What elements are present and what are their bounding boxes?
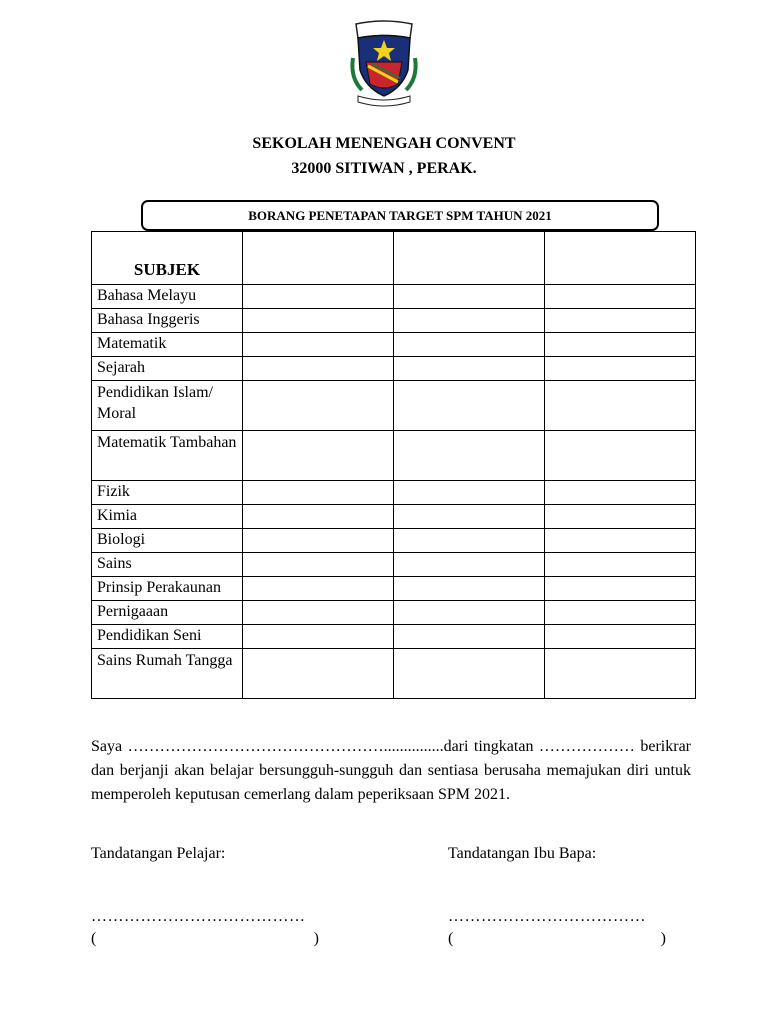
subject-name: Fizik bbox=[92, 481, 243, 505]
target-cell[interactable] bbox=[243, 333, 394, 357]
subject-header: SUBJEK bbox=[92, 232, 243, 285]
target-cell[interactable] bbox=[243, 357, 394, 381]
target-header-cell[interactable] bbox=[243, 232, 394, 285]
subject-name: Bahasa Inggeris bbox=[92, 309, 243, 333]
subject-name: Biologi bbox=[92, 529, 243, 553]
target-cell[interactable] bbox=[394, 649, 545, 699]
table-row bbox=[92, 649, 696, 699]
target-cell[interactable] bbox=[243, 649, 394, 699]
subject-name: Matematik bbox=[92, 333, 243, 357]
target-cell[interactable] bbox=[394, 505, 545, 529]
target-cell[interactable] bbox=[394, 309, 545, 333]
target-cell[interactable] bbox=[243, 381, 394, 431]
subject-name: Matematik Tambahan bbox=[92, 431, 243, 481]
table-row bbox=[92, 309, 696, 333]
target-header-cell[interactable] bbox=[545, 232, 696, 285]
target-cell[interactable] bbox=[545, 625, 696, 649]
target-cell[interactable] bbox=[394, 601, 545, 625]
target-cell[interactable] bbox=[243, 481, 394, 505]
target-cell[interactable] bbox=[394, 431, 545, 481]
target-cell[interactable] bbox=[394, 553, 545, 577]
target-cell[interactable] bbox=[394, 529, 545, 553]
target-cell[interactable] bbox=[243, 309, 394, 333]
table-row bbox=[92, 505, 696, 529]
target-cell[interactable] bbox=[545, 577, 696, 601]
target-table bbox=[91, 231, 696, 699]
target-cell[interactable] bbox=[243, 625, 394, 649]
subject-name: Pendidikan Islam/ Moral bbox=[92, 381, 243, 431]
school-address: 32000 SITIWAN , PERAK. bbox=[291, 160, 477, 177]
subject-name: Kimia bbox=[92, 505, 243, 529]
target-cell[interactable] bbox=[545, 601, 696, 625]
target-cell[interactable] bbox=[545, 529, 696, 553]
student-signature-label: Tandatangan Pelajar: bbox=[91, 845, 226, 862]
target-cell[interactable] bbox=[243, 553, 394, 577]
parent-signature-label: Tandatangan Ibu Bapa: bbox=[448, 845, 597, 862]
subject-name: Sains Rumah Tangga bbox=[92, 649, 243, 699]
pledge-statement bbox=[91, 735, 691, 807]
table-row bbox=[92, 431, 696, 481]
pledge-text: Saya …………………………………………...............dari tingkatan ……………… berikrar dan berjanji akan belajar bersungguh-sungguh dan sentiasa berusaha memajukan diri untuk memperoleh keputusan cemerlang dalam peperiksaan SPM 2021. bbox=[91, 738, 691, 803]
table-row bbox=[92, 553, 696, 577]
target-cell[interactable] bbox=[545, 505, 696, 529]
target-cell[interactable] bbox=[243, 505, 394, 529]
table-row bbox=[92, 481, 696, 505]
target-cell[interactable] bbox=[394, 381, 545, 431]
school-crest-logo bbox=[350, 18, 418, 110]
target-cell[interactable] bbox=[545, 553, 696, 577]
paren-open: ( bbox=[91, 930, 97, 947]
target-cell[interactable] bbox=[394, 625, 545, 649]
target-cell[interactable] bbox=[545, 381, 696, 431]
subject-name: Prinsip Perakaunan bbox=[92, 577, 243, 601]
subject-name: Pernigaaan bbox=[92, 601, 243, 625]
table-row bbox=[92, 625, 696, 649]
target-cell[interactable] bbox=[243, 431, 394, 481]
table-row bbox=[92, 577, 696, 601]
target-cell[interactable] bbox=[545, 431, 696, 481]
subject-name: Pendidikan Seni bbox=[92, 625, 243, 649]
subject-name: Bahasa Melayu bbox=[92, 285, 243, 309]
table-row bbox=[92, 333, 696, 357]
table-row bbox=[92, 601, 696, 625]
subject-name: Sains bbox=[92, 553, 243, 577]
target-cell[interactable] bbox=[545, 481, 696, 505]
form-title: BORANG PENETAPAN TARGET SPM TAHUN 2021 bbox=[141, 200, 659, 231]
target-cell[interactable] bbox=[545, 357, 696, 381]
target-cell[interactable] bbox=[394, 577, 545, 601]
target-cell[interactable] bbox=[243, 601, 394, 625]
target-cell[interactable] bbox=[243, 285, 394, 309]
table-row bbox=[92, 285, 696, 309]
target-header-cell[interactable] bbox=[394, 232, 545, 285]
target-cell[interactable] bbox=[243, 529, 394, 553]
paren-close: ) bbox=[313, 930, 319, 947]
target-cell[interactable] bbox=[545, 309, 696, 333]
school-name: SEKOLAH MENENGAH CONVENT bbox=[252, 135, 516, 152]
target-cell[interactable] bbox=[243, 577, 394, 601]
parent-name-field[interactable] bbox=[448, 930, 666, 948]
parent-signature-line[interactable]: ……………………………… bbox=[448, 908, 646, 925]
target-cell[interactable] bbox=[545, 649, 696, 699]
table-row bbox=[92, 529, 696, 553]
subject-name: Sejarah bbox=[92, 357, 243, 381]
paren-close: ) bbox=[660, 930, 666, 947]
target-cell[interactable] bbox=[394, 357, 545, 381]
student-name-field[interactable] bbox=[91, 930, 319, 948]
target-cell[interactable] bbox=[545, 333, 696, 357]
target-cell[interactable] bbox=[394, 285, 545, 309]
table-row bbox=[92, 381, 696, 431]
table-row bbox=[92, 357, 696, 381]
target-cell[interactable] bbox=[394, 333, 545, 357]
paren-open: ( bbox=[448, 930, 454, 947]
target-cell[interactable] bbox=[394, 481, 545, 505]
target-cell[interactable] bbox=[545, 285, 696, 309]
student-signature-line[interactable]: ………………………………… bbox=[91, 908, 306, 925]
